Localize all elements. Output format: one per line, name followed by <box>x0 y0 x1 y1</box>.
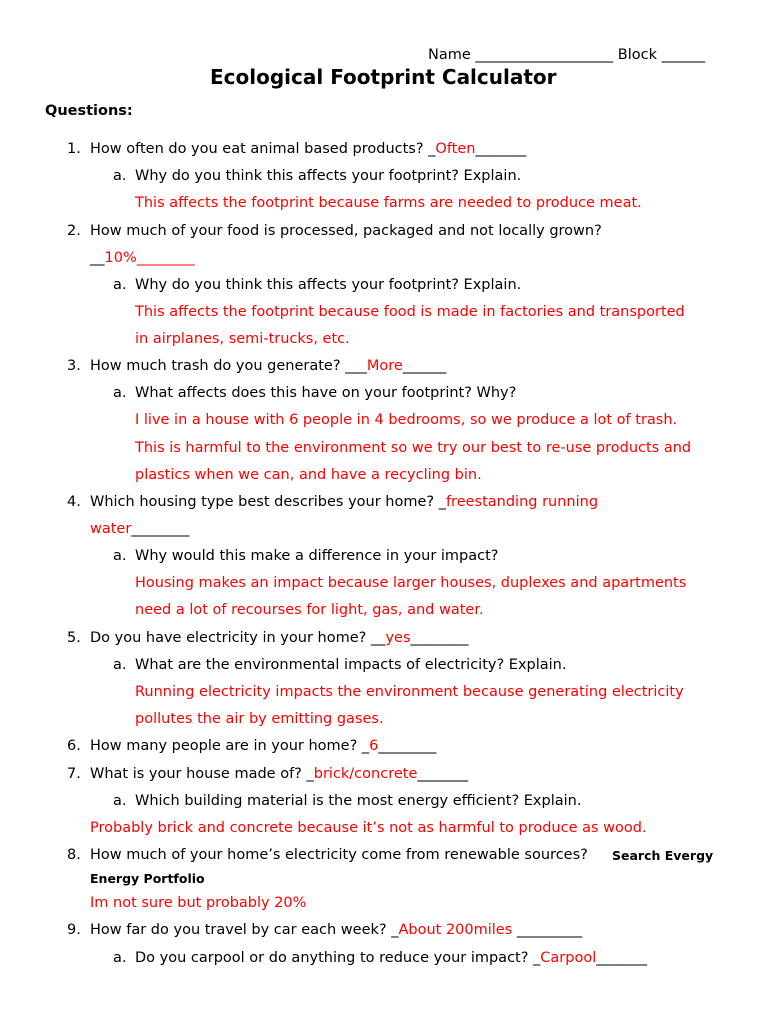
q9a-text: Do you carpool or do anything to reduce your impact? _ <box>135 950 541 966</box>
page-title: Ecological Footprint Calculator <box>210 65 557 89</box>
q5a-label: a. <box>113 657 127 673</box>
q4-answer-1: freestanding running <box>445 494 599 510</box>
q8-bold-note-1: Search Evergy <box>612 848 714 863</box>
q8-text: How much of your home’s electricity come from renewable sources? <box>90 847 588 863</box>
q3a-answer-3: plastics when we can, and have a recycling bin. <box>135 467 482 483</box>
q7-answer: brick/concrete <box>313 766 418 782</box>
q1a-label: a. <box>113 168 127 184</box>
q8-number: 8. <box>67 847 81 863</box>
q9a-tail: _______ <box>596 950 647 966</box>
q4-answer-2: water <box>90 521 132 537</box>
q4-tail: ________ <box>131 521 190 537</box>
q1-text: How often do you eat animal based products? _ <box>90 141 436 157</box>
q6-text: How many people are in your home? _ <box>90 738 370 754</box>
q2-tail: ________ <box>136 250 195 266</box>
q4a-label: a. <box>113 548 127 564</box>
q9-number: 9. <box>67 922 81 938</box>
q3-text: How much trash do you generate? ___ <box>90 358 367 374</box>
q4-line <box>90 493 598 511</box>
q9-line <box>90 921 582 939</box>
q7-line <box>90 765 468 783</box>
q4a-answer-1: Housing makes an impact because larger houses, duplexes and apartments <box>135 575 687 591</box>
q2-lead: __ <box>90 250 105 266</box>
q2-answer: 10% <box>104 250 137 266</box>
q6-tail: ________ <box>378 738 437 754</box>
q2-text: How much of your food is processed, packaged and not locally grown? <box>90 223 602 239</box>
q2a-text: Why do you think this affects your footprint? Explain. <box>135 277 522 293</box>
q6-number: 6. <box>67 738 81 754</box>
q3a-answer-2: This is harmful to the environment so we try our best to re-use products and <box>135 440 692 456</box>
q1a-text: Why do you think this affects your footprint? Explain. <box>135 168 522 184</box>
q1-tail: _______ <box>475 141 527 157</box>
q1-number: 1. <box>67 141 81 157</box>
q1-answer: Often <box>435 141 476 157</box>
q3a-label: a. <box>113 385 127 401</box>
q9-tail: _________ <box>512 922 583 938</box>
q9-text: How far do you travel by car each week? _ <box>90 922 399 938</box>
q4a-answer-2: need a lot of recourses for light, gas, and water. <box>135 602 484 618</box>
q5a-answer-2: pollutes the air by emitting gases. <box>135 711 384 727</box>
q9a-answer: Carpool <box>540 950 597 966</box>
q5a-answer-1: Running electricity impacts the environment because generating electricity <box>135 684 684 700</box>
q2a-answer-2: in airplanes, semi-trucks, etc. <box>135 331 350 347</box>
q2-answer-line <box>90 249 195 267</box>
q3a-text: What affects does this have on your footprint? Why? <box>135 385 517 401</box>
q8-bold-note-2: Energy Portfolio <box>90 871 205 886</box>
q6-answer: 6 <box>369 738 379 754</box>
q5a-text: What are the environmental impacts of electricity? Explain. <box>135 657 567 673</box>
q8-answer: Im not sure but probably 20% <box>90 895 307 911</box>
q2a-label: a. <box>113 277 127 293</box>
q5-number: 5. <box>67 630 81 646</box>
q9a-label: a. <box>113 950 127 966</box>
q7a-text: Which building material is the most energy efficient? Explain. <box>135 793 582 809</box>
q3-tail: ______ <box>402 358 447 374</box>
q3-number: 3. <box>67 358 81 374</box>
q3a-answer-1: I live in a house with 6 people in 4 bedrooms, so we produce a lot of trash. <box>135 412 678 428</box>
name-block-line: Name ___________________ Block ______ <box>428 47 706 63</box>
q6-line <box>90 737 436 755</box>
q1a-answer: This affects the footprint because farms are needed to produce meat. <box>135 195 642 211</box>
q4-answer-line <box>90 520 189 538</box>
q2a-answer-1: This affects the footprint because food is made in factories and transported <box>135 304 685 320</box>
q4-number: 4. <box>67 494 81 510</box>
q7-text: What is your house made of? _ <box>90 766 314 782</box>
q2-number: 2. <box>67 223 81 239</box>
q5-answer: yes <box>385 630 411 646</box>
q3-answer: More <box>366 358 403 374</box>
q7-tail: _______ <box>417 766 469 782</box>
q5-text: Do you have electricity in your home? __ <box>90 630 386 646</box>
q5-line <box>90 629 469 647</box>
q4-text: Which housing type best describes your home? _ <box>90 494 446 510</box>
q7-number: 7. <box>67 766 81 782</box>
q7a-answer: Probably brick and concrete because it’s not as harmful to produce as wood. <box>90 820 647 836</box>
q9-answer: About 200miles <box>398 922 513 938</box>
q9a-line <box>135 949 647 967</box>
q5-tail: ________ <box>410 630 469 646</box>
questions-label: Questions: <box>45 103 133 119</box>
q1-line <box>90 140 526 158</box>
q7a-label: a. <box>113 793 127 809</box>
q3-line <box>90 357 446 375</box>
q4a-text: Why would this make a difference in your impact? <box>135 548 499 564</box>
